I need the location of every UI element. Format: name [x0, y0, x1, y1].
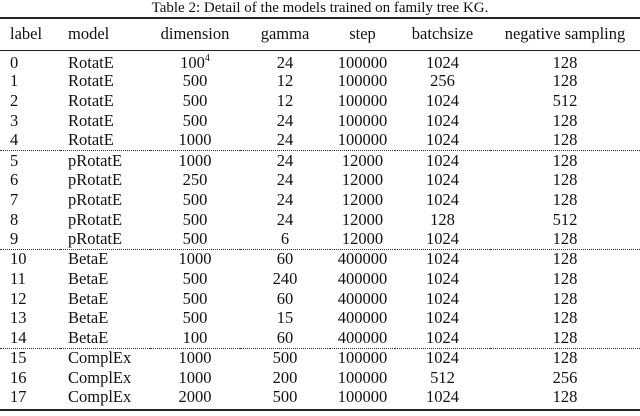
cell-negative-sampling: [490, 388, 640, 410]
cell-batchsize-value: 1024: [426, 110, 459, 130]
cell-dimension-value: 1000: [178, 249, 212, 269]
header-label: label: [10, 24, 43, 44]
cell-negative-sampling: [490, 249, 640, 269]
cell-label: [0, 190, 60, 210]
cell-model-value: RotatE: [68, 110, 114, 130]
footnote-marker: 4: [204, 52, 210, 64]
cell-dimension-value: 1000: [178, 367, 212, 387]
cell-dimension-value: 250: [182, 170, 208, 190]
cell-gamma: [240, 388, 330, 410]
cell-label-value: 6: [10, 170, 19, 190]
cell-negative-sampling-value: 128: [552, 348, 578, 368]
cell-batchsize-value: 1024: [426, 308, 459, 328]
table-row: [0, 249, 640, 269]
cell-batchsize-value: 1024: [426, 170, 459, 190]
cell-step: [330, 388, 395, 410]
cell-dimension: [150, 249, 240, 269]
cell-negative-sampling: [490, 230, 640, 250]
cell-dimension-value: 500: [182, 229, 208, 249]
cell-step: [330, 131, 395, 151]
cell-negative-sampling: [490, 309, 640, 329]
cell-batchsize-value: 1024: [426, 52, 459, 72]
cell-gamma: [240, 249, 330, 269]
cell-model-value: BetaE: [68, 327, 109, 347]
table-caption: Table 2: Detail of the models trained on family tree KG.: [151, 0, 489, 16]
cell-dimension-value: 1000: [178, 130, 212, 150]
cell-label: [0, 131, 60, 151]
cell-model-value: pRotatE: [68, 170, 123, 190]
cell-model: [60, 230, 150, 250]
cell-negative-sampling: [490, 91, 640, 111]
cell-gamma-value: 15: [276, 308, 294, 328]
cell-batchsize: [395, 190, 490, 210]
table-row: [0, 131, 640, 151]
cell-model: [60, 190, 150, 210]
cell-label: [0, 368, 60, 388]
cell-step: [330, 210, 395, 230]
cell-batchsize-value: 1024: [426, 268, 459, 288]
cell-dimension-value: 1000: [178, 348, 212, 368]
table-row: [0, 269, 640, 289]
cell-step-value: 100000: [337, 348, 388, 368]
cell-gamma-value: 500: [272, 348, 298, 368]
cell-step: [330, 230, 395, 250]
cell-model: [60, 309, 150, 329]
cell-step-value: 12000: [341, 189, 384, 209]
cell-dimension: [150, 131, 240, 151]
cell-label-value: 11: [10, 268, 26, 288]
cell-batchsize-value: 1024: [426, 229, 459, 249]
cell-dimension-value: 2000: [178, 386, 212, 406]
cell-model-value: RotatE: [68, 130, 114, 150]
cell-model-value: pRotatE: [68, 189, 123, 209]
cell-model: [60, 151, 150, 171]
cell-dimension-value: 1000: [178, 150, 212, 170]
cell-step-value: 100000: [337, 130, 388, 150]
cell-step: [330, 348, 395, 368]
cell-label-value: 4: [10, 130, 19, 150]
cell-batchsize-value: 128: [430, 209, 455, 229]
table-row: [0, 50, 640, 72]
header-dimension: dimension: [160, 24, 230, 44]
cell-dimension-value: 500: [182, 268, 208, 288]
cell-step: [330, 249, 395, 269]
cell-model-value: BetaE: [68, 308, 109, 328]
cell-model-value: ComplEx: [68, 367, 132, 387]
cell-gamma: [240, 50, 330, 72]
cell-negative-sampling-value: 128: [552, 308, 578, 328]
cell-gamma: [240, 348, 330, 368]
cell-negative-sampling: [490, 210, 640, 230]
cell-label: [0, 309, 60, 329]
cell-gamma: [240, 309, 330, 329]
table-row: [0, 91, 640, 111]
table-row: [0, 289, 640, 309]
header-negative-sampling: negative sampling: [504, 24, 626, 44]
cell-gamma: [240, 289, 330, 309]
cell-step: [330, 91, 395, 111]
cell-step: [330, 190, 395, 210]
cell-batchsize-value: 1024: [426, 288, 459, 308]
cell-model: [60, 388, 150, 410]
cell-model: [60, 289, 150, 309]
cell-label: [0, 111, 60, 131]
cell-step-value: 12000: [341, 209, 384, 229]
cell-label-value: 10: [10, 249, 27, 269]
cell-dimension-value: 500: [182, 71, 208, 91]
table-row: [0, 170, 640, 190]
cell-dimension: [150, 309, 240, 329]
cell-label-value: 2: [10, 91, 19, 111]
cell-label: [0, 91, 60, 111]
cell-negative-sampling-value: 128: [552, 268, 578, 288]
cell-dimension-value: 500: [182, 110, 208, 130]
cell-step-value: 12000: [341, 150, 384, 170]
cell-model: [60, 170, 150, 190]
cell-label-value: 14: [10, 327, 27, 347]
cell-label-value: 5: [10, 150, 19, 170]
cell-negative-sampling-value: 512: [552, 209, 578, 229]
cell-label: [0, 72, 60, 92]
cell-negative-sampling: [490, 348, 640, 368]
cell-gamma-value: 60: [276, 288, 294, 308]
table-row: [0, 230, 640, 250]
table-row: [0, 328, 640, 348]
cell-label-value: 15: [10, 348, 27, 368]
table-row: [0, 111, 640, 131]
table-row: [0, 190, 640, 210]
cell-gamma-value: 24: [276, 52, 294, 72]
cell-gamma: [240, 91, 330, 111]
cell-batchsize: [395, 249, 490, 269]
cell-dimension: [150, 388, 240, 410]
cell-gamma-value: 6: [280, 229, 290, 249]
cell-step: [330, 368, 395, 388]
cell-negative-sampling-value: 128: [552, 110, 578, 130]
cell-model-value: BetaE: [68, 249, 109, 269]
cell-gamma-value: 24: [276, 189, 294, 209]
cell-step: [330, 170, 395, 190]
cell-label: [0, 151, 60, 171]
cell-negative-sampling: [490, 368, 640, 388]
cell-negative-sampling: [490, 72, 640, 92]
cell-batchsize: [395, 91, 490, 111]
cell-dimension-value: 500: [182, 209, 208, 229]
cell-batchsize: [395, 210, 490, 230]
cell-model-value: RotatE: [68, 52, 114, 72]
cell-batchsize-value: 1024: [426, 348, 459, 368]
cell-step-value: 400000: [337, 268, 388, 288]
cell-label: [0, 50, 60, 72]
cell-label: [0, 210, 60, 230]
cell-label: [0, 348, 60, 368]
cell-gamma-value: 240: [272, 268, 298, 288]
cell-batchsize: [395, 151, 490, 171]
cell-gamma: [240, 170, 330, 190]
cell-model: [60, 131, 150, 151]
cell-model-value: pRotatE: [68, 229, 123, 249]
cell-dimension: [150, 50, 240, 72]
cell-dimension: [150, 151, 240, 171]
cell-dimension: [150, 328, 240, 348]
cell-step-value: 12000: [341, 229, 384, 249]
cell-batchsize: [395, 328, 490, 348]
cell-label: [0, 170, 60, 190]
cell-dimension-value: 500: [182, 91, 208, 111]
cell-negative-sampling-value: 128: [552, 288, 578, 308]
cell-negative-sampling: [490, 50, 640, 72]
cell-label-value: 16: [10, 367, 27, 387]
cell-step: [330, 289, 395, 309]
cell-model: [60, 328, 150, 348]
cell-model-value: pRotatE: [68, 150, 123, 170]
cell-batchsize: [395, 289, 490, 309]
cell-gamma-value: 60: [276, 327, 294, 347]
cell-label-value: 0: [10, 52, 19, 72]
cell-negative-sampling: [490, 289, 640, 309]
cell-batchsize: [395, 309, 490, 329]
cell-step: [330, 72, 395, 92]
cell-model-value: BetaE: [68, 268, 109, 288]
cell-step: [330, 328, 395, 348]
header-row: [0, 18, 640, 50]
cell-step-value: 400000: [337, 327, 388, 347]
cell-negative-sampling: [490, 328, 640, 348]
cell-step-value: 100000: [337, 71, 388, 91]
cell-gamma: [240, 328, 330, 348]
cell-batchsize: [395, 50, 490, 72]
cell-model: [60, 72, 150, 92]
cell-gamma: [240, 151, 330, 171]
cell-dimension: [150, 210, 240, 230]
cell-gamma-value: 24: [276, 170, 294, 190]
cell-negative-sampling-value: 512: [552, 91, 578, 111]
cell-negative-sampling-value: 128: [552, 52, 578, 72]
cell-step: [330, 111, 395, 131]
cell-negative-sampling-value: 128: [552, 150, 578, 170]
cell-gamma-value: 12: [276, 71, 294, 91]
table-row: [0, 72, 640, 92]
header-model: model: [68, 24, 110, 44]
cell-gamma-value: 12: [276, 91, 294, 111]
cell-dimension-value: 100: [180, 52, 205, 72]
cell-negative-sampling-value: 128: [552, 71, 578, 91]
cell-batchsize-value: 256: [430, 71, 455, 91]
cell-gamma: [240, 190, 330, 210]
cell-step-value: 100000: [337, 367, 388, 387]
cell-model: [60, 249, 150, 269]
cell-gamma-value: 500: [272, 386, 298, 406]
cell-negative-sampling-value: 128: [552, 130, 578, 150]
cell-dimension-value: 500: [182, 308, 208, 328]
cell-step-value: 400000: [337, 308, 388, 328]
cell-label: [0, 289, 60, 309]
cell-batchsize-value: 1024: [426, 327, 459, 347]
cell-negative-sampling-value: 128: [552, 170, 578, 190]
cell-dimension: [150, 289, 240, 309]
cell-gamma: [240, 210, 330, 230]
cell-batchsize: [395, 230, 490, 250]
cell-step-value: 400000: [337, 288, 388, 308]
cell-model: [60, 91, 150, 111]
cell-negative-sampling-value: 128: [552, 189, 578, 209]
cell-gamma: [240, 72, 330, 92]
cell-model-value: BetaE: [68, 288, 109, 308]
cell-dimension: [150, 269, 240, 289]
cell-dimension-value: 500: [182, 288, 208, 308]
cell-batchsize: [395, 348, 490, 368]
cell-model: [60, 50, 150, 72]
cell-step-value: 100000: [337, 386, 388, 406]
table-row: [0, 210, 640, 230]
cell-batchsize: [395, 269, 490, 289]
cell-model-value: RotatE: [68, 71, 114, 91]
cell-step: [330, 309, 395, 329]
cell-batchsize-value: 1024: [426, 91, 459, 111]
cell-negative-sampling-value: 128: [552, 327, 578, 347]
cell-model: [60, 348, 150, 368]
cell-dimension: [150, 111, 240, 131]
cell-gamma-value: 60: [276, 249, 294, 269]
table-row: [0, 368, 640, 388]
cell-gamma: [240, 131, 330, 151]
cell-model-value: RotatE: [68, 91, 114, 111]
cell-model: [60, 111, 150, 131]
header-step: step: [349, 24, 376, 44]
cell-batchsize-value: 512: [430, 367, 455, 387]
table-row: [0, 151, 640, 171]
cell-label-value: 1: [10, 71, 19, 91]
cell-negative-sampling: [490, 131, 640, 151]
cell-label: [0, 388, 60, 410]
cell-negative-sampling: [490, 151, 640, 171]
cell-negative-sampling-value: 256: [552, 367, 578, 387]
cell-step: [330, 151, 395, 171]
cell-batchsize: [395, 72, 490, 92]
cell-batchsize: [395, 131, 490, 151]
header-batchsize: batchsize: [411, 24, 474, 44]
cell-label: [0, 249, 60, 269]
cell-negative-sampling-value: 128: [552, 229, 578, 249]
cell-step-value: 400000: [337, 249, 388, 269]
cell-gamma: [240, 269, 330, 289]
cell-label-value: 17: [10, 386, 27, 406]
cell-batchsize-value: 1024: [426, 249, 459, 269]
cell-dimension: [150, 348, 240, 368]
table-row: [0, 309, 640, 329]
cell-negative-sampling: [490, 111, 640, 131]
cell-label-value: 3: [10, 110, 19, 130]
cell-label-value: 7: [10, 189, 19, 209]
cell-batchsize-value: 1024: [426, 130, 459, 150]
cell-label: [0, 230, 60, 250]
cell-step-value: 100000: [337, 91, 388, 111]
cell-gamma: [240, 368, 330, 388]
cell-gamma-value: 200: [272, 367, 298, 387]
models-table: [0, 17, 640, 411]
cell-gamma: [240, 230, 330, 250]
cell-batchsize: [395, 388, 490, 410]
cell-negative-sampling-value: 128: [552, 249, 578, 269]
cell-model: [60, 368, 150, 388]
table-row: [0, 388, 640, 410]
cell-dimension: [150, 72, 240, 92]
cell-negative-sampling-value: 128: [552, 386, 578, 406]
cell-batchsize: [395, 368, 490, 388]
cell-gamma-value: 24: [276, 150, 294, 170]
header-gamma: gamma: [260, 24, 310, 44]
cell-model: [60, 210, 150, 230]
cell-batchsize: [395, 170, 490, 190]
cell-batchsize-value: 1024: [426, 386, 459, 406]
cell-dimension: [150, 190, 240, 210]
cell-label-value: 12: [10, 288, 27, 308]
cell-gamma: [240, 111, 330, 131]
cell-dimension-value: 100: [182, 327, 208, 347]
cell-model-value: ComplEx: [68, 348, 132, 368]
cell-gamma-value: 24: [276, 130, 294, 150]
cell-step-value: 100000: [337, 52, 388, 72]
cell-batchsize-value: 1024: [426, 189, 459, 209]
cell-gamma-value: 24: [276, 110, 294, 130]
cell-label-value: 9: [10, 229, 19, 249]
table-row: [0, 348, 640, 368]
cell-dimension: [150, 170, 240, 190]
cell-label-value: 8: [10, 209, 19, 229]
cell-negative-sampling: [490, 170, 640, 190]
cell-negative-sampling: [490, 269, 640, 289]
cell-label: [0, 328, 60, 348]
cell-dimension: [150, 230, 240, 250]
cell-step-value: 12000: [341, 170, 384, 190]
cell-negative-sampling: [490, 190, 640, 210]
cell-dimension: [150, 91, 240, 111]
cell-step: [330, 50, 395, 72]
cell-step: [330, 269, 395, 289]
cell-batchsize-value: 1024: [426, 150, 459, 170]
cell-dimension-value: 500: [182, 189, 208, 209]
cell-dimension: [150, 368, 240, 388]
cell-batchsize: [395, 111, 490, 131]
cell-model-value: ComplEx: [68, 386, 132, 406]
cell-step-value: 100000: [337, 110, 388, 130]
cell-gamma-value: 24: [276, 209, 294, 229]
cell-label-value: 13: [10, 308, 27, 328]
cell-model-value: pRotatE: [68, 209, 123, 229]
cell-model: [60, 269, 150, 289]
cell-label: [0, 269, 60, 289]
